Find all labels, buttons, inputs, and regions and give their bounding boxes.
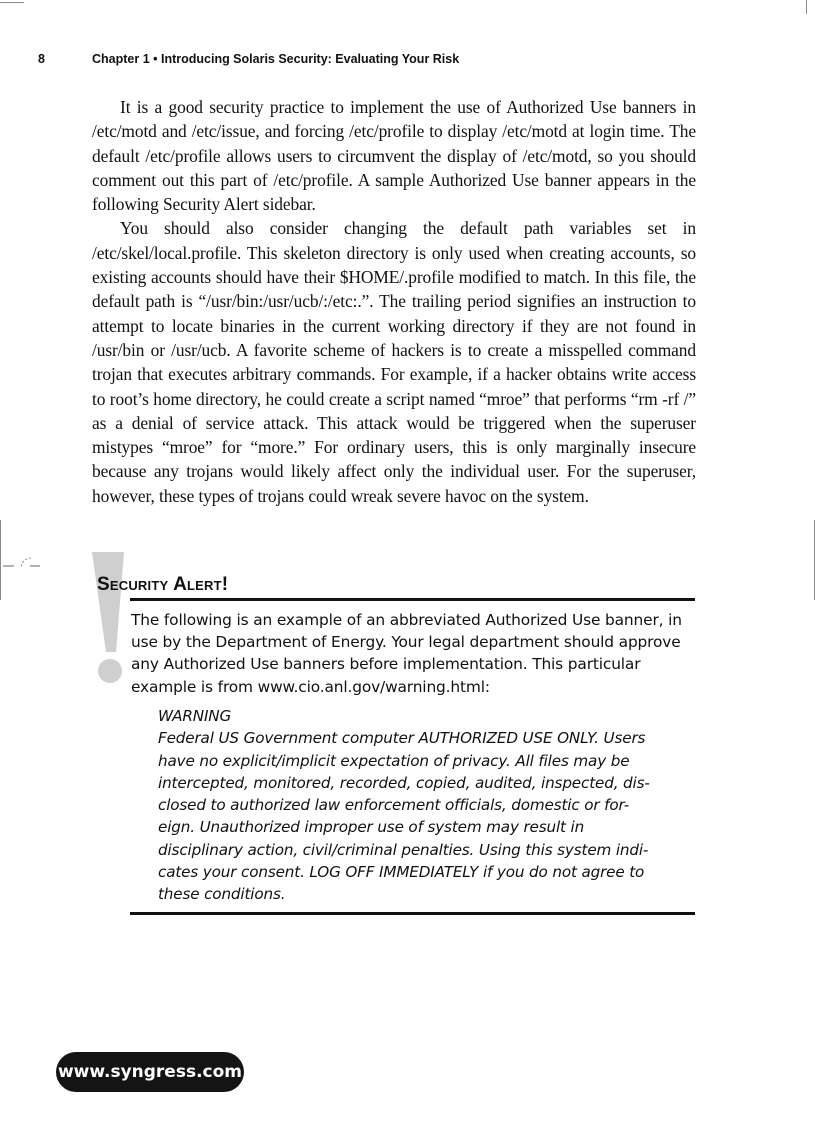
running-header (38, 52, 726, 70)
chapter-title: Chapter 1 • Introducing Solaris Security: Evaluating Your Risk (92, 52, 460, 66)
warning-line: cates your consent. LOG OFF IMMEDIATELY if you do not agree to (158, 863, 645, 882)
warning-banner-text (158, 705, 658, 906)
crop-mark-top-right (806, 0, 807, 14)
crop-mark-right (814, 520, 815, 600)
warning-line: disciplinary action, civil/criminal penalties. Using this system indi- (158, 840, 649, 859)
exclamation-icon (90, 552, 134, 687)
body-text (92, 95, 696, 508)
website-badge: www.syngress.com (56, 1052, 244, 1092)
warning-line: intercepted, monitored, recorded, copied, audited, inspected, dis- (158, 773, 650, 792)
warning-line: WARNING (158, 707, 232, 725)
warning-line: eign. Unauthorized improper use of system may result in (158, 818, 585, 837)
sidebar-top-rule (130, 598, 695, 601)
page-number: 8 (38, 52, 45, 66)
warning-line: closed to authorized law enforcement officials, domestic or for- (158, 796, 630, 815)
warning-line: these conditions. (158, 885, 286, 904)
crop-mark-top-left (0, 2, 24, 3)
sidebar-body (131, 609, 695, 698)
warning-line: have no explicit/implicit expectation of privacy. All files may be (158, 751, 630, 770)
margin-register-icon (0, 552, 40, 582)
sidebar-intro: The following is an example of an abbreviated Authorized Use banner, in use by the Department of Energy. Your legal department should approve any Authorized Use banners before implementation. This particular example is from www.cio.anl.gov/warning.html: (131, 611, 682, 696)
body-paragraph-2: You should also consider changing the default path variables set in /etc/skel/local.profile. This skeleton directory is only used when creating accounts, so existing accounts should have their $HOME/.profile modified to match. In this file, the default path is “/usr/bin:/usr/ucb/:/etc:.”. The trailing period signifies an instruction to attempt to locate binaries in the current working directory if they are not found in /usr/bin or /usr/ucb. A favorite scheme of hackers is to create a misspelled command trojan that executes arbitrary commands. For example, if a hacker obtains write access to root’s home directory, he could create a script named “mroe” that performs “rm -rf /” as a denial of service attack. This attack would be triggered when the superuser mistypes “mroe” for “more.” For ordinary users, this is only marginally insecure because any trojans would likely affect only the individual user. For the superuser, however, these types of trojans could wreak severe havoc on the system. (92, 218, 696, 506)
warning-line: Federal US Government computer AUTHORIZED USE ONLY. Users (158, 729, 646, 748)
body-paragraph-1: It is a good security practice to implement the use of Authorized Use banners in /etc/motd and /etc/issue, and forcing /etc/profile to display /etc/motd at login time. The default /etc/profile allows users to circumvent the display of /etc/motd, so you should comment out this part of /etc/profile. A sample Authorized Use banner appears in the following Security Alert sidebar. (92, 97, 696, 215)
sidebar-title: Security Alert! (97, 574, 229, 595)
sidebar-bottom-rule (130, 912, 695, 915)
